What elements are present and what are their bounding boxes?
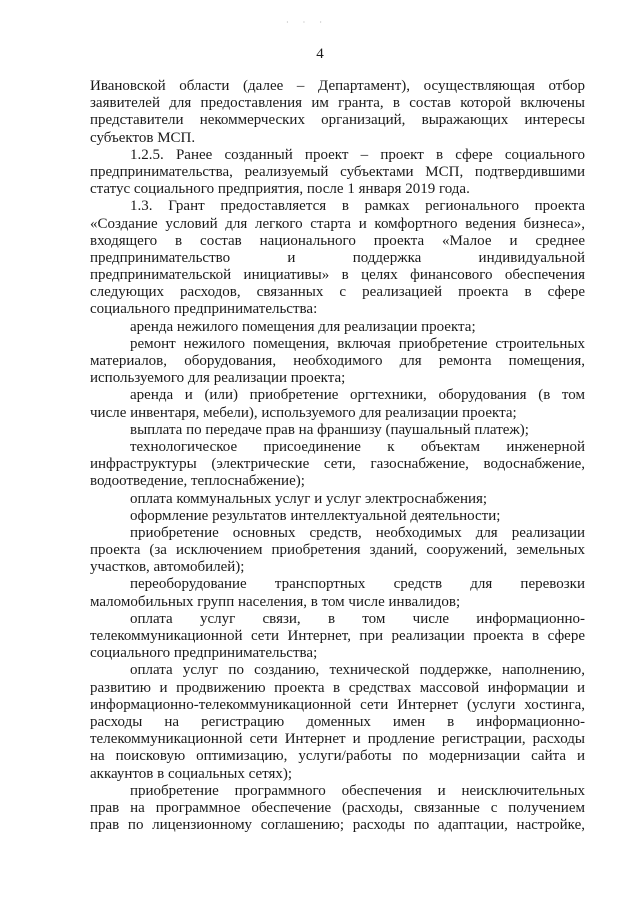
text-line: используемого для реализации проекта;: [90, 370, 346, 387]
expense-item: аренда и (или) приобретение оргтехники, оборудования (в том: [130, 387, 585, 404]
expense-item: приобретение основных средств, необходимых для реализации: [130, 524, 585, 541]
text-line: инфраструктуры (электрические сети, газоснабжение, водоснабжение,: [90, 456, 585, 473]
text-line: материалов, оборудования, необходимого для ремонта помещения,: [90, 353, 585, 369]
text-line: маломобильных групп населения, в том числе инвалидов;: [90, 593, 461, 610]
text-line: предпринимательской инициативы» в целях финансового обеспечения: [90, 267, 585, 284]
expense-item: оплата услуг по созданию, технической поддержке, наполнению,: [130, 662, 585, 679]
text-line: водоотведение, теплоснабжение);: [90, 473, 305, 490]
text-line: Ивановской области (далее – Департамент), осуществляющая отбор: [90, 78, 585, 94]
expense-item: аренда нежилого помещения для реализации проекта;: [130, 318, 476, 335]
expense-item: оплата услуг связи, в том числе информационно-: [130, 610, 585, 627]
text-line: социального предпринимательства;: [90, 645, 318, 662]
text-line: расходы на регистрацию доменных имен в информационно-: [90, 713, 585, 730]
text-line: аккаунтов в социальных сетях);: [90, 765, 293, 782]
expense-item: оплата коммунальных услуг и услуг электроснабжения;: [130, 490, 488, 507]
text-line: субъектов МСП.: [90, 129, 196, 146]
text-line: информационно-телекоммуникационной сети Интернет (услуги хостинга,: [90, 696, 585, 713]
expense-item: оформление результатов интеллектуальной деятельности;: [130, 507, 501, 524]
text-line: на поисковую оптимизацию, услуги/работы по модернизации сайта и: [90, 748, 585, 765]
expense-item: технологическое присоединение к объектам инженерной: [130, 438, 585, 455]
document-body: [90, 78, 585, 834]
text-line: «Создание условий для легкого старта и комфортного ведения бизнеса»,: [90, 215, 585, 232]
clause-1-3: 1.3. Грант предоставляется в рамках регионального проекта: [130, 198, 585, 215]
text-line: заявителей для предоставления им гранта, в состав которой включены: [90, 95, 585, 112]
text-line: следующих расходов, связанных с реализацией проекта в сфере: [90, 284, 585, 301]
text-line: предпринимательство и поддержка индивидуальной: [90, 249, 585, 266]
text-line: прав по лицензионному соглашению; расходы по адаптации, настройке,: [90, 817, 585, 834]
expense-item: ремонт нежилого помещения, включая приобретение строительных: [130, 335, 585, 352]
text-line: прав на программное обеспечение (расходы, связанные с получением: [90, 799, 585, 816]
text-line: участков, автомобилей);: [90, 559, 245, 576]
clause-1-2-5: 1.2.5. Ранее созданный проект – проект в сфере социального: [130, 146, 585, 163]
text-line: представители некоммерческих организаций, выражающих интересы: [90, 112, 585, 129]
text-line: развитию и продвижению проекта в средствах массовой информации и: [90, 679, 585, 696]
text-line: статус социального предприятия, после 1 января 2019 года.: [90, 181, 470, 198]
text-line: телекоммуникационной сети Интернет, при реализации проекта в сфере: [90, 628, 585, 644]
page-number: 4: [316, 46, 324, 62]
text-line: проекта (за исключением приобретения зданий, сооружений, земельных: [90, 542, 585, 559]
text-line: предпринимательства, реализуемый субъектами МСП, подтвердившими: [90, 163, 585, 180]
expense-item: переоборудование транспортных средств для перевозки: [130, 576, 585, 593]
text-line: числе инвентаря, мебели), используемого для реализации проекта;: [90, 404, 517, 421]
expense-item: приобретение программного обеспечения и неисключительных: [130, 782, 585, 799]
text-line: входящего в состав национального проекта «Малое и среднее: [90, 232, 585, 249]
scan-artifact: · · ·: [286, 18, 328, 27]
text-line: социального предпринимательства:: [90, 301, 318, 318]
expense-item: выплата по передаче прав на франшизу (паушальный платеж);: [130, 421, 529, 438]
text-line: телекоммуникационной сети Интернет и продление регистрации, расходы: [90, 731, 585, 748]
